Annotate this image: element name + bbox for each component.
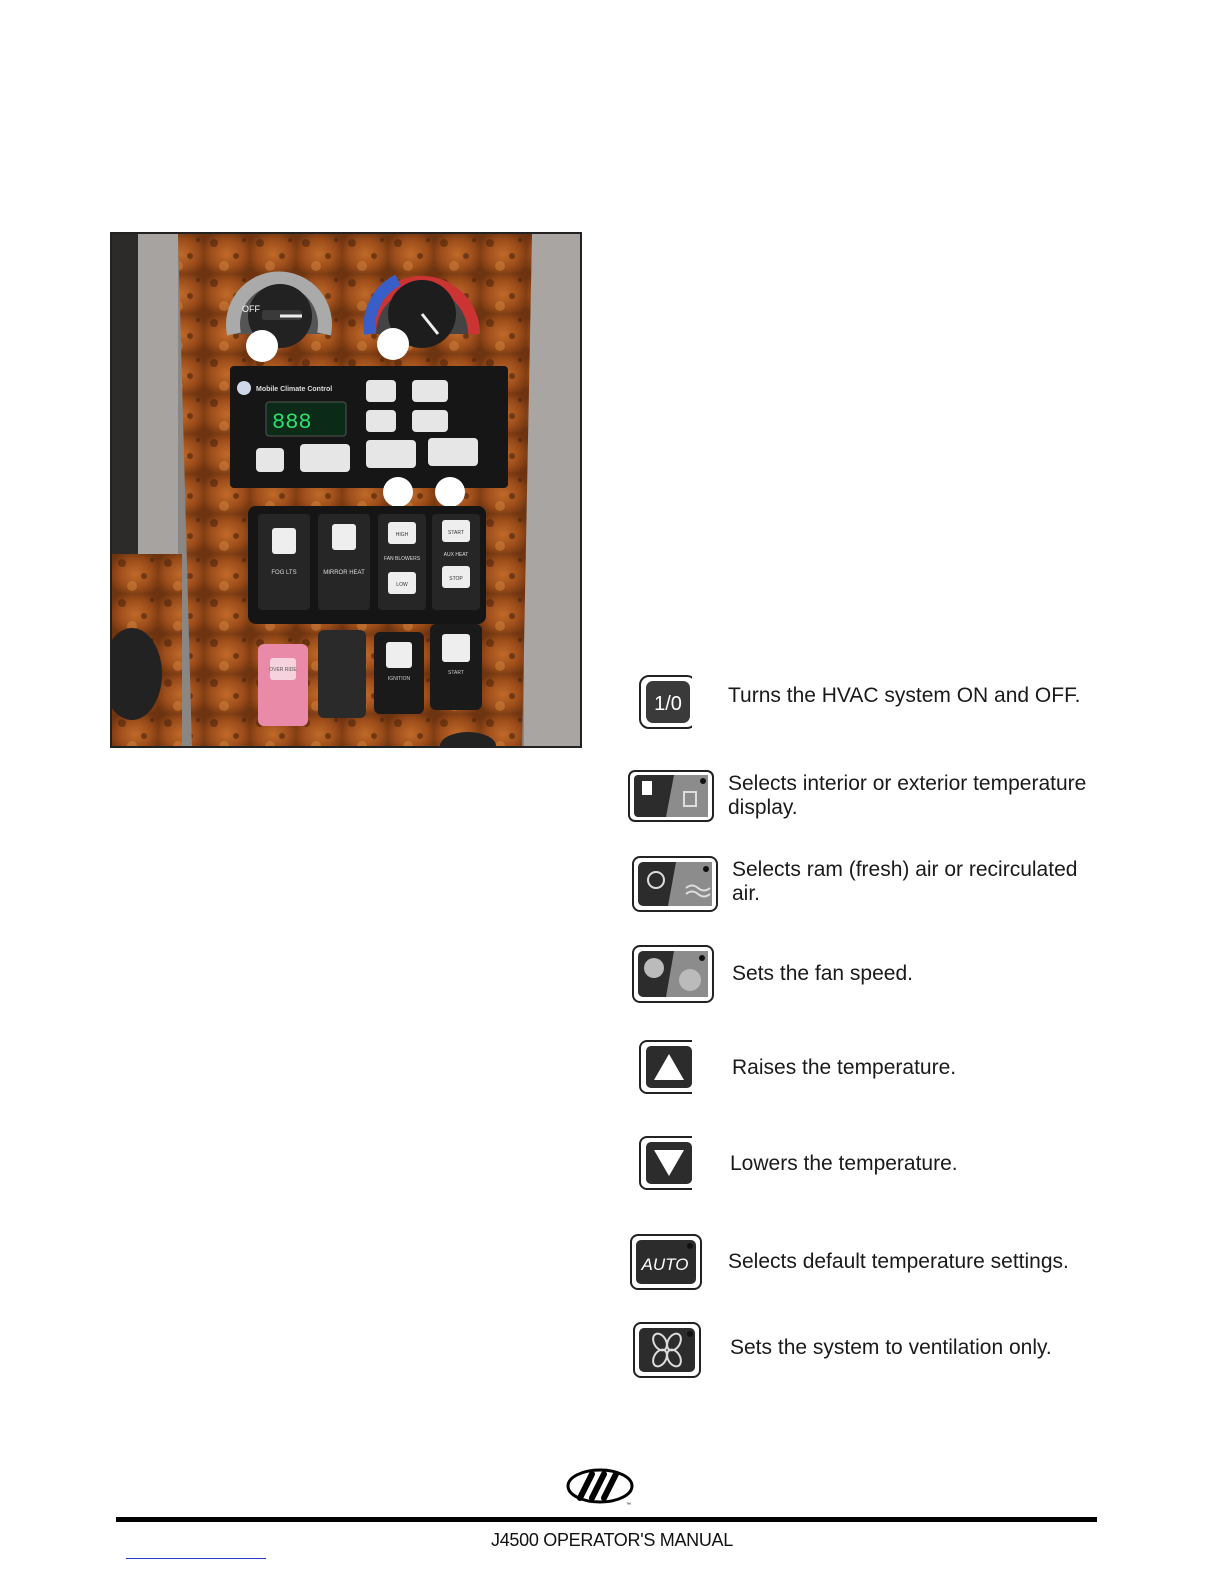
hvac-panel-photo xyxy=(110,232,582,748)
switch-fog-label: FOG LTS xyxy=(271,570,297,576)
svg-text:AUTO: AUTO xyxy=(641,1255,689,1274)
switch-fan-high-label: HIGH xyxy=(395,532,409,538)
auto-icon xyxy=(628,1234,702,1290)
legend-desc-power: Turns the HVAC system ON and OFF. xyxy=(728,684,1081,707)
power-toggle-icon xyxy=(628,674,692,732)
air-recirculation-icon xyxy=(628,856,718,912)
switch-start-label: START xyxy=(448,670,464,676)
footer-rule xyxy=(116,1517,1097,1522)
switch-fan-low-label: LOW xyxy=(396,582,408,588)
legend-row-fan-speed xyxy=(624,944,1104,1014)
legend-desc-recirculation: Selects ram (fresh) air or recirculated air. xyxy=(732,858,1078,905)
legend-desc-auto: Selects default temperature settings. xyxy=(728,1250,1069,1273)
switch-ignition-label: IGNITION xyxy=(387,676,411,682)
svg-text:™: ™ xyxy=(626,1502,631,1508)
legend-row-power xyxy=(624,674,1104,744)
module-display-digits: 888 xyxy=(272,410,312,435)
switch-aux-start-label: START xyxy=(448,530,464,536)
switch-override-label: OVER RIDE xyxy=(269,667,297,673)
legend-row-raise xyxy=(624,1040,1104,1110)
switch-aux-label: AUX HEAT xyxy=(443,552,469,558)
fan-dial-off-label: OFF xyxy=(242,304,260,314)
svg-text:1/0: 1/0 xyxy=(654,693,682,715)
legend-row-recirculation xyxy=(624,856,1104,926)
arrow-down-icon xyxy=(628,1136,692,1190)
legend-desc-temp-display: Selects interior or exterior temperature display. xyxy=(728,772,1087,819)
switch-aux-stop-label: STOP xyxy=(449,576,463,582)
arrow-up-icon xyxy=(628,1040,692,1094)
fan-speed-icon xyxy=(628,944,718,1004)
legend-row-auto xyxy=(624,1234,1104,1304)
climate-control-module xyxy=(230,366,508,488)
legend-desc-ventilation: Sets the system to ventilation only. xyxy=(730,1336,1052,1359)
footer-link-underline[interactable] xyxy=(126,1558,266,1559)
legend-desc-lower: Lowers the temperature. xyxy=(730,1152,958,1175)
legend-row-lower xyxy=(624,1136,1104,1206)
module-brand-label: Mobile Climate Control xyxy=(256,386,333,393)
legend-row-ventilation xyxy=(624,1322,1104,1392)
switch-fan-label: FAN BLOWERS xyxy=(383,556,421,562)
legend-row-temp-display xyxy=(624,770,1104,840)
temperature-display-icon xyxy=(628,770,714,822)
legend-desc-raise: Raises the temperature. xyxy=(732,1056,957,1079)
footer-title: J4500 OPERATOR'S MANUAL xyxy=(491,1530,733,1550)
legend-desc-fan-speed: Sets the fan speed. xyxy=(732,962,913,985)
ventilation-fan-icon xyxy=(628,1322,702,1378)
rocker-switch-bank xyxy=(248,506,486,624)
switch-mirror-label: MIRROR HEAT xyxy=(323,570,365,576)
mci-logo-icon xyxy=(566,1468,636,1508)
